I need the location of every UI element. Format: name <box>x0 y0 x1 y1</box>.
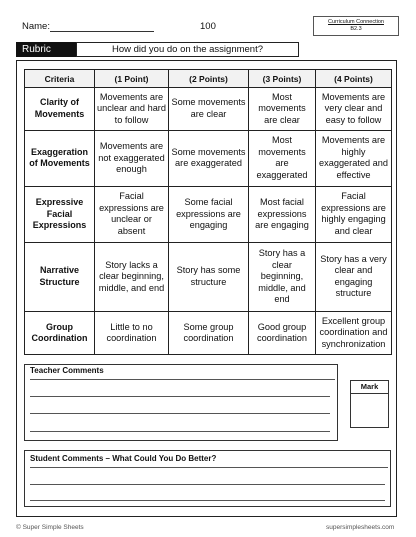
rubric-question: How did you do on the assignment? <box>76 42 299 57</box>
rubric-cell[interactable]: Facial expressions are unclear or absent <box>95 186 169 242</box>
writing-line <box>30 484 385 485</box>
teacher-comments-box[interactable] <box>24 364 338 441</box>
rubric-cell[interactable]: Little to no coordination <box>95 312 169 355</box>
rubric-cell[interactable]: Some movements are exaggerated <box>169 130 249 186</box>
column-header: Criteria <box>25 70 95 88</box>
rubric-cell[interactable]: Story has a clear beginning, middle, and end <box>249 242 316 311</box>
rubric-cell[interactable]: Movements are highly exaggerated and effective <box>316 130 392 186</box>
rubric-cell[interactable]: Most movements are exaggerated <box>249 130 316 186</box>
criteria-cell: Narrative Structure <box>25 242 95 311</box>
footer-website: supersimplesheets.com <box>326 524 395 531</box>
rubric-cell[interactable]: Story has a very clear and engaging structure <box>316 242 392 311</box>
rubric-cell[interactable]: Story has some structure <box>169 242 249 311</box>
rubric-cell[interactable]: Most facial expressions are engaging <box>249 186 316 242</box>
curriculum-connection-title: Curriculum Connection <box>328 19 384 25</box>
teacher-comments-title: Teacher Comments <box>30 366 104 375</box>
score-label: 100 <box>200 21 216 32</box>
rubric-cell[interactable]: Good group coordination <box>249 312 316 355</box>
rubric-cell[interactable]: Movements are unclear and hard to follow <box>95 88 169 131</box>
rubric-cell[interactable]: Movements are very clear and easy to follow <box>316 88 392 131</box>
table-row <box>25 312 392 355</box>
rubric-cell[interactable]: Story lacks a clear beginning, middle, and end <box>95 242 169 311</box>
rubric-cell[interactable]: Excellent group coordination and synchronization <box>316 312 392 355</box>
column-header: (4 Points) <box>316 70 392 88</box>
rubric-cell[interactable]: Facial expressions are highly engaging and clear <box>316 186 392 242</box>
curriculum-connection-box <box>313 16 399 36</box>
name-field-line[interactable] <box>50 31 154 32</box>
divider <box>30 467 388 468</box>
criteria-cell: Clarity of Movements <box>25 88 95 131</box>
column-header: (2 Points) <box>169 70 249 88</box>
student-comments-title: Student Comments – What Could You Do Better? <box>30 454 217 463</box>
writing-line <box>30 500 385 501</box>
rubric-cell[interactable]: Some facial expressions are engaging <box>169 186 249 242</box>
name-label: Name: <box>22 21 50 32</box>
criteria-cell: Group Coordination <box>25 312 95 355</box>
curriculum-connection-code: B2.3 <box>350 26 362 32</box>
writing-line <box>30 431 330 432</box>
writing-line <box>30 413 330 414</box>
rubric-table <box>24 69 392 355</box>
writing-line <box>30 396 330 397</box>
mark-title: Mark <box>350 380 389 394</box>
table-row <box>25 88 392 131</box>
rubric-cell[interactable]: Some group coordination <box>169 312 249 355</box>
table-row <box>25 186 392 242</box>
column-header: (3 Points) <box>249 70 316 88</box>
rubric-tag: Rubric <box>16 42 76 57</box>
footer-copyright: © Super Simple Sheets <box>16 524 84 531</box>
table-row <box>25 242 392 311</box>
divider <box>30 379 335 380</box>
criteria-cell: Exaggeration of Movements <box>25 130 95 186</box>
table-header-row <box>25 70 392 88</box>
rubric-cell[interactable]: Most movements are clear <box>249 88 316 131</box>
rubric-cell[interactable]: Some movements are clear <box>169 88 249 131</box>
table-row <box>25 130 392 186</box>
column-header: (1 Point) <box>95 70 169 88</box>
criteria-cell: Expressive Facial Expressions <box>25 186 95 242</box>
rubric-cell[interactable]: Movements are not exaggerated enough <box>95 130 169 186</box>
